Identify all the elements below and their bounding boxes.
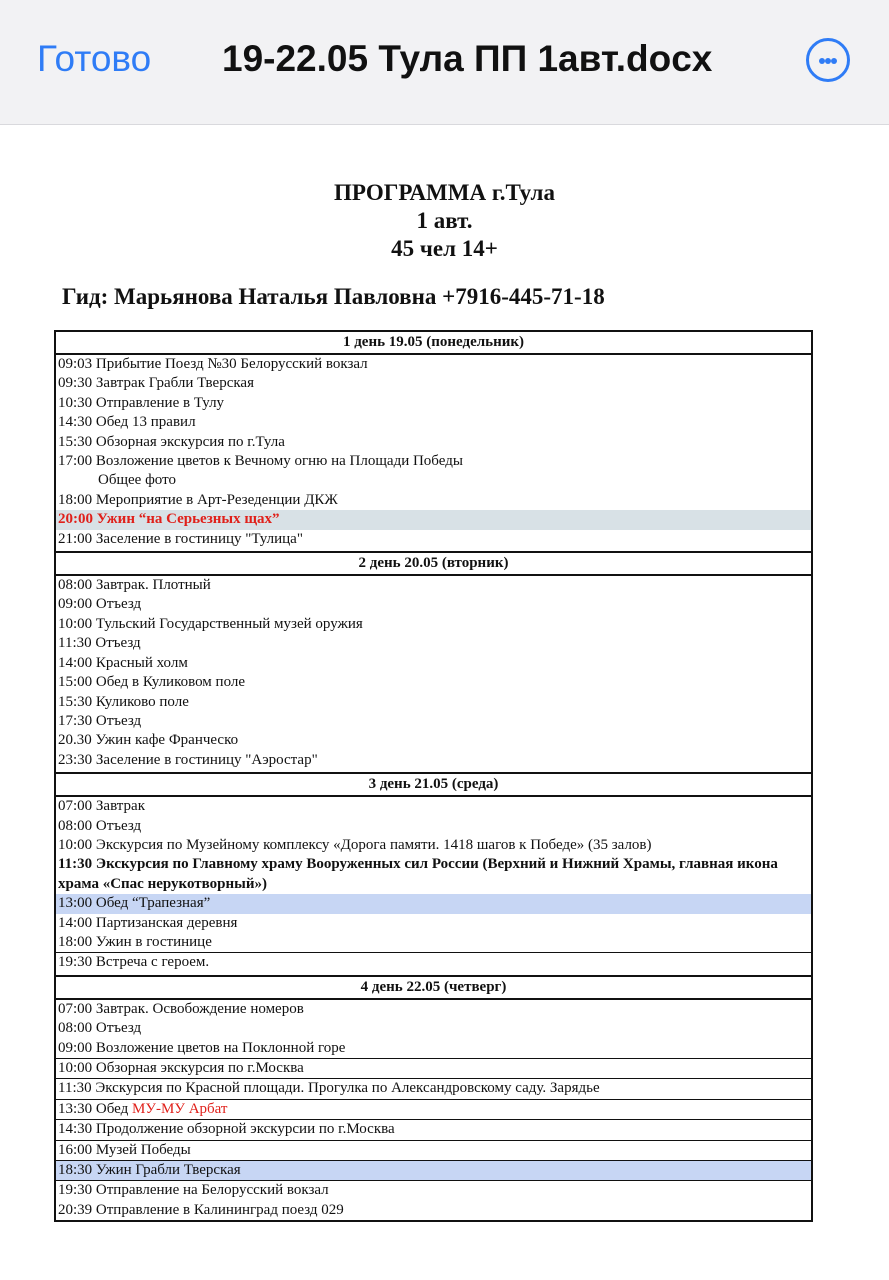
schedule-item: 10:00 Экскурсия по Музейному комплексу «Дорога памяти. 1418 шагов к Победе» (35 залов) xyxy=(58,836,652,853)
schedule-item: 09:30 Завтрак Грабли Тверская xyxy=(58,375,254,392)
group-size: 45 чел 14+ xyxy=(391,236,498,261)
schedule-item: 14:00 Красный холм xyxy=(58,654,188,671)
lunch-place: МУ-МУ Арбат xyxy=(132,1100,228,1117)
schedule-item: 07:00 Завтрак xyxy=(58,798,145,815)
schedule-table xyxy=(54,330,813,1222)
schedule-item: 19:30 Встреча с героем. xyxy=(56,952,811,972)
schedule-item: 10:00 Тульский Государственный музей оружия xyxy=(58,615,363,632)
bus-number: 1 авт. xyxy=(416,208,473,233)
schedule-item-highlighted: 20:00 Ужин “на Серьезных щах” xyxy=(56,510,811,529)
day-header: 4 день 22.05 (четверг) xyxy=(56,975,811,1000)
schedule-item: 17:00 Возложение цветов к Вечному огню на Площади Победы xyxy=(58,453,463,470)
schedule-item: 08:00 Завтрак. Плотный xyxy=(58,577,211,594)
schedule-item: 11:30 Экскурсия по Красной площади. Прогулка по Александровскому саду. Зарядье xyxy=(56,1078,811,1098)
done-button[interactable]: Готово xyxy=(37,38,152,79)
schedule-item: 19:30 Отправление на Белорусский вокзал xyxy=(56,1180,811,1200)
schedule-item: 15:30 Куликово поле xyxy=(58,693,189,710)
dot-icon xyxy=(831,58,837,64)
more-options-icon[interactable] xyxy=(806,38,850,82)
schedule-item: 10:00 Обзорная экскурсия по г.Москва xyxy=(56,1058,811,1078)
document-title: 19-22.05 Тула ПП 1авт.docx xyxy=(222,38,713,79)
schedule-item: 14:30 Продолжение обзорной экскурсии по г.Москва xyxy=(56,1119,811,1139)
schedule-item: 20.30 Ужин кафе Франческо xyxy=(58,732,239,749)
day-2-block xyxy=(56,551,811,770)
schedule-item xyxy=(56,1099,811,1119)
schedule-item: 14:30 Обед 13 правил xyxy=(58,414,196,431)
day-header: 3 день 21.05 (среда) xyxy=(56,772,811,797)
schedule-item: 23:30 Заселение в гостиницу "Аэростар" xyxy=(58,751,318,768)
schedule-item: 07:00 Завтрак. Освобождение номеров xyxy=(58,1000,304,1017)
schedule-item: 18:00 Ужин в гостинице xyxy=(58,933,212,950)
schedule-item: 15:30 Обзорная экскурсия по г.Тула xyxy=(58,433,285,450)
program-title: ПРОГРАММА г.Тула xyxy=(334,180,555,205)
schedule-item: 08:00 Отъезд xyxy=(58,1020,142,1037)
schedule-item-bold: 11:30 Экскурсия по Главному храму Вооруженных сил России (Верхний и Нижний Храмы, главная икона храма «Спас нерукотворный») xyxy=(58,856,778,892)
schedule-item: 11:30 Отъезд xyxy=(58,635,141,652)
day-header: 1 день 19.05 (понедельник) xyxy=(56,332,811,355)
top-toolbar xyxy=(0,0,889,125)
schedule-item: 09:00 Отъезд xyxy=(58,596,142,613)
schedule-item: 10:30 Отправление в Тулу xyxy=(58,394,225,411)
day-4-block xyxy=(56,975,811,1220)
day-header: 2 день 20.05 (вторник) xyxy=(56,551,811,576)
day-1-block xyxy=(56,332,811,549)
schedule-item: 20:39 Отправление в Калининград поезд 029 xyxy=(58,1201,344,1218)
guide-contact: Гид: Марьянова Наталья Павловна +7916-445-71-18 xyxy=(62,284,605,309)
schedule-item: Общее фото xyxy=(98,472,176,489)
schedule-item-text: 13:30 Обед xyxy=(58,1100,133,1117)
schedule-item: 21:00 Заселение в гостиницу "Тулица" xyxy=(58,530,303,547)
schedule-item: 09:00 Возложение цветов на Поклонной горе xyxy=(58,1039,346,1056)
schedule-item: 15:00 Обед в Куликовом поле xyxy=(58,674,246,691)
schedule-item: 18:00 Мероприятие в Арт-Резеденции ДКЖ xyxy=(58,491,338,508)
schedule-item: 17:30 Отъезд xyxy=(58,712,142,729)
schedule-item: 09:03 Прибытие Поезд №30 Белорусский вокзал xyxy=(58,356,368,372)
schedule-item: 08:00 Отъезд xyxy=(58,817,142,834)
schedule-item: 16:00 Музей Победы xyxy=(56,1140,811,1160)
schedule-item-highlighted: 18:30 Ужин Грабли Тверская xyxy=(56,1160,811,1180)
schedule-item: 14:00 Партизанская деревня xyxy=(58,914,238,931)
schedule-item-highlighted: 13:00 Обед “Трапезная” xyxy=(56,894,811,913)
day-3-block xyxy=(56,772,811,973)
